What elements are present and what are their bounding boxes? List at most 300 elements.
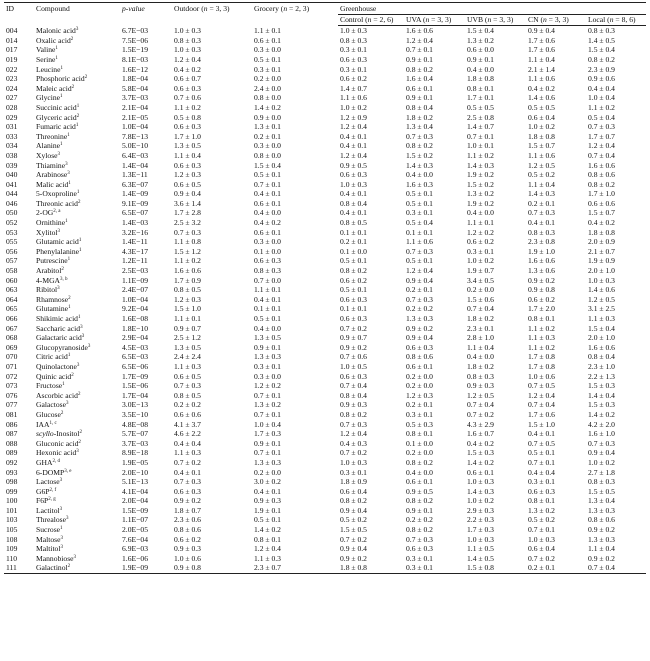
cell-local: 4.2 ± 2.0 [588,419,615,429]
cell-compound [34,381,120,391]
cell-pvalue: 3.0E−13 [122,400,149,410]
cell-pvalue: 1.1E−09 [122,275,149,285]
cell-pvalue: 1.5E−06 [122,381,149,391]
cell-local: 1.2 ± 0.4 [588,141,615,151]
cell-cn: 0.7 ± 0.5 [528,381,555,391]
cell-uva: 0.5 ± 0.3 [406,419,433,429]
compound-name: scyllo-Inositol [36,429,80,439]
cell-compound [34,515,120,525]
cell-uvb: 0.2 ± 0.0 [467,285,494,295]
compound-footnote: 1 [76,103,80,109]
cell-compound [34,93,120,103]
cell-compound [34,247,120,257]
cell-id: 108 [6,534,18,544]
compound-footnote: 2, g [48,497,56,503]
cell-local: 1.4 ± 0.2 [588,409,615,419]
cell-uva: 0.5 ± 0.4 [406,218,433,228]
cell-pvalue: 7.5E−06 [122,35,149,45]
cell-local: 0.8 ± 0.2 [588,179,615,189]
header-id: ID [4,3,34,26]
cell-id: 044 [6,189,18,199]
compound-name: Threonine [36,131,68,141]
cell-control: 1.8 ± 0.9 [340,477,367,487]
compound-footnote: 2 [71,84,75,90]
cell-local: 0.6 ± 0.6 [588,198,615,208]
cell-uva: 0.7 ± 0.1 [406,45,433,55]
cell-grocery: 0.3 ± 0.0 [254,45,281,55]
cell-pvalue: 1.8E−10 [122,323,149,333]
compound-name: 4-MGA [36,275,61,285]
cell-cn: 0.2 ± 0.1 [526,563,586,573]
cell-compound [34,420,120,430]
cell-cn: 1.1 ± 0.2 [528,323,555,333]
cell-grocery: 0.4 ± 0.1 [254,486,281,496]
table-row [4,391,646,401]
cell-cn: 1.7 ± 0.8 [528,352,555,362]
compound-name: G6P [36,486,50,496]
cell-uvb: 3.4 ± 0.5 [467,275,494,285]
compound-footnote: 1 [67,132,70,138]
cell-id: 050 [6,208,18,218]
cell-uva: 1.2 ± 0.4 [406,35,433,45]
compound-name: Malic acid [36,179,69,189]
cell-outdoor: 0.6 ± 0.3 [174,160,201,170]
table-row [4,256,646,266]
cell-uvb: 1.7 ± 0.3 [467,525,494,535]
cell-control: 0.9 ± 0.2 [340,553,367,563]
cell-outdoor: 0.6 ± 0.3 [174,486,201,496]
cell-pvalue: 7.6E−04 [122,534,149,544]
table-row [4,487,646,497]
cell-cn: 0.7 ± 0.3 [528,208,555,218]
compound-name: Lactitol [36,505,60,515]
table-row [4,400,646,410]
table-row [4,295,646,305]
cell-grocery: 0.5 ± 0.1 [254,170,281,180]
table-row [4,420,646,430]
cell-local: 1.7 ± 0.7 [588,131,615,141]
cell-id: 022 [6,64,18,74]
cell-uvb: 1.8 ± 0.2 [467,314,494,323]
cell-local: 1.3 ± 0.3 [588,534,615,544]
cell-outdoor: 1.1 ± 0.1 [174,314,201,323]
cell-outdoor: 1.3 ± 0.5 [174,141,201,151]
cell-outdoor: 2.5 ± 3.2 [174,218,201,228]
cell-grocery: 0.4 ± 0.1 [254,189,281,199]
cell-pvalue: 3.7E−03 [122,93,149,103]
cell-uva: 0.2 ± 0.2 [406,304,433,314]
cell-pvalue: 6.3E−07 [122,179,149,189]
compound-name: Ascorbic acid [36,390,78,400]
cell-control: 0.8 ± 0.4 [340,198,367,208]
cell-grocery: 0.2 ± 0.0 [254,74,281,84]
cell-control: 0.8 ± 0.2 [340,496,367,506]
cell-cn: 0.9 ± 0.2 [528,275,555,285]
cell-grocery: 0.5 ± 0.1 [254,314,281,323]
cell-id: 092 [6,457,18,467]
cell-compound [34,55,120,65]
cell-local: 1.0 ± 0.2 [588,457,615,467]
table-row [4,410,646,420]
compound-footnote: 1 [65,219,68,225]
cell-uvb: 1.8 ± 0.2 [467,361,494,371]
cell-grocery: 0.6 ± 0.3 [254,256,281,266]
cell-uva: 0.6 ± 0.1 [406,477,433,487]
cell-id: 028 [6,102,18,112]
table-row [4,93,646,103]
cell-local: 2.1 ± 0.7 [588,246,615,256]
cell-compound [34,563,120,573]
cell-local: 1.6 ± 0.6 [588,160,615,170]
compound-name: Maleic acid [36,83,72,93]
cell-pvalue: 1.9E−09 [120,563,172,573]
compound-name: Hexonic acid [36,448,77,458]
cell-id: 017 [6,45,18,55]
cell-uvb: 1.4 ± 0.3 [467,160,494,170]
compound-footnote: 1 [67,257,71,263]
cell-pvalue: 2.0E−04 [122,496,149,506]
cell-compound [34,228,120,238]
table-row [4,84,646,94]
cell-cn: 1.5 ± 1.0 [528,419,555,429]
cell-outdoor: 1.1 ± 0.4 [174,150,201,160]
cell-uva: 1.5 ± 0.2 [406,150,433,160]
cell-id: 019 [6,54,18,64]
cell-outdoor: 1.5 ± 1.0 [174,304,201,314]
cell-compound [34,256,120,266]
cell-local: 1.6 ± 0.6 [588,342,615,352]
table-row [4,122,646,132]
cell-compound [34,122,120,132]
table-row [4,218,646,228]
cell-id: 093 [6,467,18,477]
compound-name: Ornithine [36,218,66,228]
table-row [4,55,646,65]
cell-control: 0.6 ± 0.3 [340,170,367,180]
cell-outdoor: 0.6 ± 0.5 [174,371,201,381]
compound-name: Succinic acid [36,102,77,112]
cell-cn: 1.1 ± 0.4 [528,179,555,189]
cell-pvalue: 1.4E−11 [122,237,148,247]
compound-footnote: 3 [57,228,61,234]
cell-id: 046 [6,198,18,208]
cell-local: 1.0 ± 0.3 [588,275,615,285]
compound-footnote: 2 [71,372,74,378]
cell-uva: 1.8 ± 0.2 [406,112,433,122]
cell-uva: 0.5 ± 0.1 [406,198,433,208]
cell-cn: 0.4 ± 0.4 [528,467,555,477]
cell-cn: 1.5 ± 0.7 [528,141,555,151]
cell-local: 2.3 ± 0.9 [588,64,615,74]
table-row [4,285,646,295]
cell-uvb: 1.7 ± 0.1 [467,93,494,103]
cell-compound [34,362,120,372]
cell-control: 0.5 ± 0.2 [340,515,367,525]
cell-compound [34,208,120,218]
cell-outdoor: 0.2 ± 0.2 [174,400,201,410]
cell-outdoor: 0.7 ± 0.2 [174,457,201,467]
table-header [4,3,646,26]
cell-id: 064 [6,294,18,304]
table-row [4,74,646,84]
cell-uva: 0.5 ± 0.1 [406,189,433,199]
cell-uva: 0.2 ± 0.2 [406,515,433,525]
cell-local: 1.4 ± 0.4 [588,390,615,400]
compound-footnote: 1 [55,55,58,61]
cell-uvb: 1.0 ± 0.2 [467,496,494,506]
cell-compound [34,180,120,190]
cell-grocery: 1.3 ± 0.3 [254,457,281,467]
cell-pvalue: 1.2E−11 [122,256,148,266]
table-row [4,324,646,334]
cell-compound [34,429,120,439]
cell-grocery: 0.9 ± 0.1 [254,438,281,448]
cell-outdoor: 0.7 ± 0.3 [174,227,201,237]
cell-cn: 2.3 ± 0.8 [528,237,555,247]
cell-uvb: 0.8 ± 0.1 [467,83,494,93]
cell-local: 1.1 ± 0.2 [588,102,615,112]
cell-control: 0.3 ± 0.1 [340,467,367,477]
cell-local: 1.5 ± 0.4 [588,323,615,333]
cell-uvb: 0.3 ± 0.1 [467,246,494,256]
table-row [4,554,646,564]
header-cn: CN (n = 3, 3) [526,14,586,26]
cell-outdoor: 1.7 ± 2.8 [174,208,201,218]
cell-cn: 0.7 ± 0.1 [528,457,555,467]
table-row [4,314,646,324]
compound-footnote: 2 [84,75,88,81]
compound-name: Maltitol [36,544,61,554]
cell-grocery: 1.1 ± 0.1 [254,25,281,35]
cell-grocery: 0.4 ± 0.0 [254,208,281,218]
cell-pvalue: 1.4E−04 [122,160,149,170]
cell-compound [34,285,120,295]
compound-footnote: 1, c [49,420,57,426]
cell-control: 0.3 ± 0.1 [340,64,367,74]
cell-compound [34,439,120,449]
cell-outdoor: 1.3 ± 0.5 [174,342,201,352]
cell-id: 110 [6,553,18,563]
table-row [4,515,646,525]
compound-footnote: 1 [75,123,79,129]
cell-control: 0.9 ± 0.4 [340,505,367,515]
cell-uvb: 2.9 ± 0.3 [467,505,494,515]
cell-cn: 0.7 ± 0.1 [528,525,555,535]
cell-control: 1.2 ± 0.9 [340,112,367,122]
cell-cn: 1.2 ± 0.5 [528,160,555,170]
compound-footnote: 1 [67,353,71,359]
cell-pvalue: 1.7E−09 [122,371,149,381]
cell-pvalue: 6.9E−03 [122,544,149,554]
cell-uvb: 4.3 ± 2.9 [467,419,494,429]
cell-control: 1.2 ± 0.4 [340,122,367,132]
cell-uva: 1.6 ± 0.4 [406,74,433,84]
cell-control: 0.4 ± 0.1 [340,141,367,151]
compound-footnote: 3 [65,161,68,167]
cell-uva: 1.6 ± 0.3 [406,179,433,189]
cell-compound [34,295,120,305]
cell-uva: 0.8 ± 0.1 [406,429,433,439]
cell-cn: 1.4 ± 0.3 [528,189,555,199]
cell-pvalue: 2.0E−10 [122,467,149,477]
cell-id: 024 [6,83,18,93]
cell-id: 099 [6,486,18,496]
table-row [4,237,646,247]
cell-control: 0.8 ± 0.2 [340,266,367,276]
cell-uvb: 0.7 ± 0.4 [467,400,494,410]
cell-local: 0.9 ± 0.2 [588,525,615,535]
cell-cn: 1.3 ± 0.2 [528,505,555,515]
cell-local: 0.8 ± 0.3 [588,26,615,36]
cell-grocery: 0.9 ± 0.0 [254,112,281,122]
table-row [4,333,646,343]
compound-name: Fructose [36,381,63,391]
cell-outdoor: 1.5 ± 1.2 [174,246,201,256]
cell-compound [34,237,120,247]
compound-footnote: 1 [77,315,81,320]
cell-compound [34,36,120,46]
cell-id: 029 [6,112,18,122]
compound-name: Glutamic acid [36,237,79,247]
cell-uvb: 1.5 ± 0.8 [465,563,526,573]
cell-grocery: 0.1 ± 0.0 [254,246,281,256]
cell-compound [34,477,120,487]
cell-uva: 0.8 ± 0.2 [406,64,433,74]
cell-outdoor: 0.8 ± 0.5 [174,390,201,400]
cell-local: 1.6 ± 1.0 [588,429,615,439]
compound-name: Thiamine [36,160,66,170]
compound-name: Glutamine [36,304,69,314]
cell-uva: 0.9 ± 0.2 [406,323,433,333]
cell-pvalue: 2.0E−05 [122,525,149,535]
cell-compound [34,506,120,516]
cell-compound [34,141,120,151]
cell-outdoor: 2.5 ± 1.2 [174,333,201,343]
header-grocery: Grocery (n = 2, 3) [252,3,338,26]
cell-uva: 0.2 ± 0.0 [406,448,433,458]
cell-cn: 0.7 ± 0.2 [528,553,555,563]
cell-uvb: 1.0 ± 0.2 [467,256,494,266]
cell-id: 068 [6,333,18,343]
cell-local: 0.7 ± 0.3 [588,438,615,448]
cell-uvb: 0.5 ± 0.5 [467,102,494,112]
cell-local: 1.5 ± 0.4 [588,45,615,55]
cell-control: 0.6 ± 0.3 [340,314,367,323]
compound-footnote: 3 [73,554,77,560]
cell-uva: 0.9 ± 0.5 [406,486,433,496]
cell-pvalue: 1.4E−03 [122,218,149,228]
compound-footnote: 3 [65,516,69,522]
cell-control: 0.6 ± 0.3 [340,54,367,64]
compound-name: Oxalic acid [36,35,71,45]
cell-grocery: 1.3 ± 0.5 [254,333,281,343]
cell-compound [34,266,120,276]
cell-uvb: 0.8 ± 0.3 [467,371,494,381]
cell-grocery: 0.2 ± 0.1 [254,131,281,141]
cell-cn: 1.3 ± 0.6 [528,266,555,276]
compound-name: Quinolactone [36,361,77,371]
cell-uvb: 1.1 ± 0.1 [467,218,494,228]
cell-grocery: 0.7 ± 0.1 [254,179,281,189]
cell-uva: 0.3 ± 0.1 [406,409,433,419]
compound-footnote: 2, d [52,458,60,464]
compound-footnote: 1 [78,238,82,244]
cell-id: 065 [6,304,18,314]
cell-id: 103 [6,515,18,525]
cell-id: 027 [6,93,18,103]
cell-uvb: 2.2 ± 0.3 [467,515,494,525]
cell-cn: 1.7 ± 0.6 [528,45,555,55]
cell-grocery: 1.1 ± 0.3 [254,553,281,563]
compound-footnote: 3 [59,506,63,512]
cell-uvb: 1.1 ± 0.2 [467,150,494,160]
cell-id: 063 [6,285,18,295]
cell-pvalue: 5.1E−13 [122,477,149,487]
cell-cn: 0.6 ± 0.3 [528,486,555,496]
cell-control: 1.5 ± 0.5 [340,525,367,535]
cell-uva: 0.3 ± 0.1 [404,563,465,573]
cell-outdoor: 1.1 ± 0.3 [174,448,201,458]
cell-uvb: 1.3 ± 0.2 [467,189,494,199]
table-row [4,161,646,171]
cell-uva: 0.7 ± 0.3 [406,246,433,256]
compound-name: Threalose [36,515,66,525]
cell-outdoor: 0.6 ± 0.5 [174,179,201,189]
cell-local: 0.4 ± 0.4 [588,83,615,93]
cell-compound [34,113,120,123]
cell-compound [34,84,120,94]
cell-compound [34,496,120,506]
compound-footnote: 2 [61,267,64,273]
cell-outdoor: 0.6 ± 0.7 [174,74,201,84]
cell-outdoor: 4.6 ± 2.2 [174,429,201,439]
cell-cn: 1.1 ± 0.6 [528,150,555,160]
cell-uvb: 0.6 ± 0.1 [467,467,494,477]
cell-id: 070 [6,352,18,362]
cell-pvalue: 1.6E−06 [122,553,149,563]
cell-pvalue: 6.4E−03 [122,150,149,160]
metabolite-table [4,2,646,574]
cell-id: 067 [6,323,18,333]
cell-outdoor: 0.7 ± 0.3 [174,477,201,487]
cell-id: 098 [6,477,18,487]
cell-outdoor: 1.1 ± 0.2 [174,102,201,112]
cell-control: 1.1 ± 0.6 [340,93,367,103]
cell-cn: 0.5 ± 0.5 [528,102,555,112]
table-row [4,180,646,190]
cell-outdoor: 0.9 ± 0.2 [174,496,201,506]
cell-control: 1.4 ± 0.7 [340,83,367,93]
cell-uva: 0.3 ± 0.1 [406,208,433,218]
cell-cn: 1.6 ± 0.6 [528,256,555,266]
cell-compound [34,103,120,113]
cell-uvb: 1.9 ± 0.7 [467,266,494,276]
compound-name: Maltose [36,534,61,544]
cell-control: 0.4 ± 0.1 [340,131,367,141]
cell-local: 1.3 ± 0.3 [588,505,615,515]
table-row [4,362,646,372]
compound-name: Mannobiose [36,553,74,563]
compound-name: Xylitol [36,227,58,237]
cell-cn: 0.4 ± 0.1 [528,429,555,439]
cell-uvb: 1.4 ± 0.7 [467,122,494,132]
cell-cn: 1.7 ± 0.8 [528,361,555,371]
cell-pvalue: 1.6E−08 [122,314,149,323]
cell-id: 039 [6,160,18,170]
cell-uvb: 0.7 ± 0.2 [467,409,494,419]
cell-uva: 0.6 ± 0.1 [406,361,433,371]
cell-control: 0.5 ± 0.1 [340,285,367,295]
